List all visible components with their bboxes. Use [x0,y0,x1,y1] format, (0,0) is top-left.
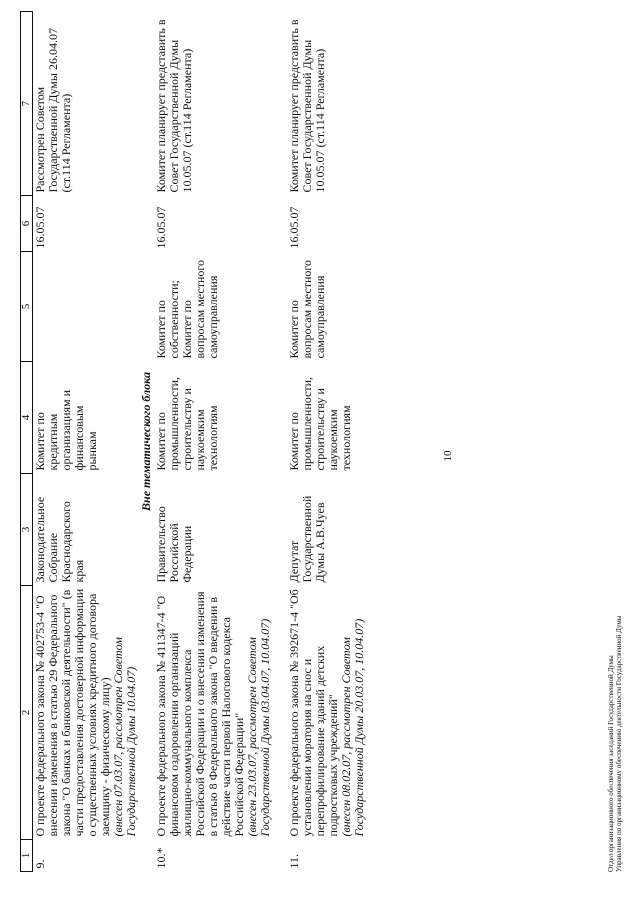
bill-note: (внесен 08.02.07, рассмотрен Советом Государственной Думы 20.03.07, 10.04.07) [339,618,366,837]
column-header: 7 [21,12,33,196]
footer-line: Управления по организационному обеспечению деятельности Государственной Думы [615,615,623,872]
bill-title: О проекте федерального закона № 402753-4 "О внесении изменения в статью 29 Федерального закона "О банках и банковской деятельности" (в части предоставления достоверной информации о существенных условиях кредитного договора заемщику - физическому лицу) [33,588,112,837]
initiator: Правительство Российской Федерации [154,506,194,583]
co-committee: Комитет по вопросам местного самоуправления [287,259,327,359]
bill-description [154,586,273,840]
column-header: 1 [21,840,33,872]
column-header: 4 [21,362,33,474]
review-date: 16.05.07 [33,206,47,249]
column-header: 3 [21,474,33,586]
status: Комитет планирует представить в Совет Государственной Думы 10.05.07 (ст.114 Регламента) [287,19,327,193]
co-committee [33,252,140,362]
row-number: 10.* [154,847,168,869]
table-row [287,12,367,872]
bill-title: О проекте федерального закона № 392671-4 "Об установлении моратория на снос и перепрофилирование зданий детских подростковых учреждений" [287,589,340,837]
column-header: 6 [21,196,33,252]
status: Рассмотрен Советом Государственной Думы 26.04.07 (ст.114 Регламента) [33,28,73,193]
review-date: 16.05.07 [154,206,168,249]
bill-title: О проекте федерального закона № 411347-4 "О финансовом оздоровлении организаций жилищно-коммунального комплекса Российской Федерации и о внесении изменения в статью 8 Федерального закона "О введении в действие части первой Налогового кодекса Российской Федерации" [154,591,246,837]
co-committee: Комитет по собственности; Комитет по вопросам местного самоуправления [154,259,220,359]
section-title: Вне тематического блока [139,372,153,511]
table-header [21,12,33,872]
table-row [154,12,273,872]
row-number: 9. [33,859,47,869]
page-number: 10 [442,450,454,462]
bill-note: (внесен 23.03.07, рассмотрен Советом Государственной Думы 03.04.07, 10.04.07) [245,618,272,837]
responsible-committee: Комитет по кредитным организациям и финансовым рынкам [33,389,99,471]
footer-line: Отдел организационного обеспечения заседаний Государственной Думы [607,655,615,872]
review-date: 16.05.07 [287,206,301,249]
responsible-committee: Комитет по промышленности, строительству и наукоемким технологиям [287,376,353,471]
table-row [33,12,140,872]
footer [607,616,623,872]
responsible-committee: Комитет по промышленности, строительству и наукоемким технологиям [154,376,220,471]
row-number: 11. [287,853,301,869]
initiator: Законодательное Собрание Краснодарского края [33,496,86,583]
bill-description [33,586,140,840]
bills-table [20,11,367,872]
bill-description [287,586,367,840]
status: Комитет планирует представить в Совет Государственной Думы 10.05.07 (ст.114 Регламента) [154,19,194,193]
section-row [139,12,154,872]
bill-note: (внесен 07.03.07, рассмотрен Советом Государственной Думы 10.04.07) [111,637,138,837]
column-header: 5 [21,252,33,362]
column-header: 2 [21,586,33,840]
initiator: Депутат Государственной Думы А.В.Чуев [287,495,327,583]
